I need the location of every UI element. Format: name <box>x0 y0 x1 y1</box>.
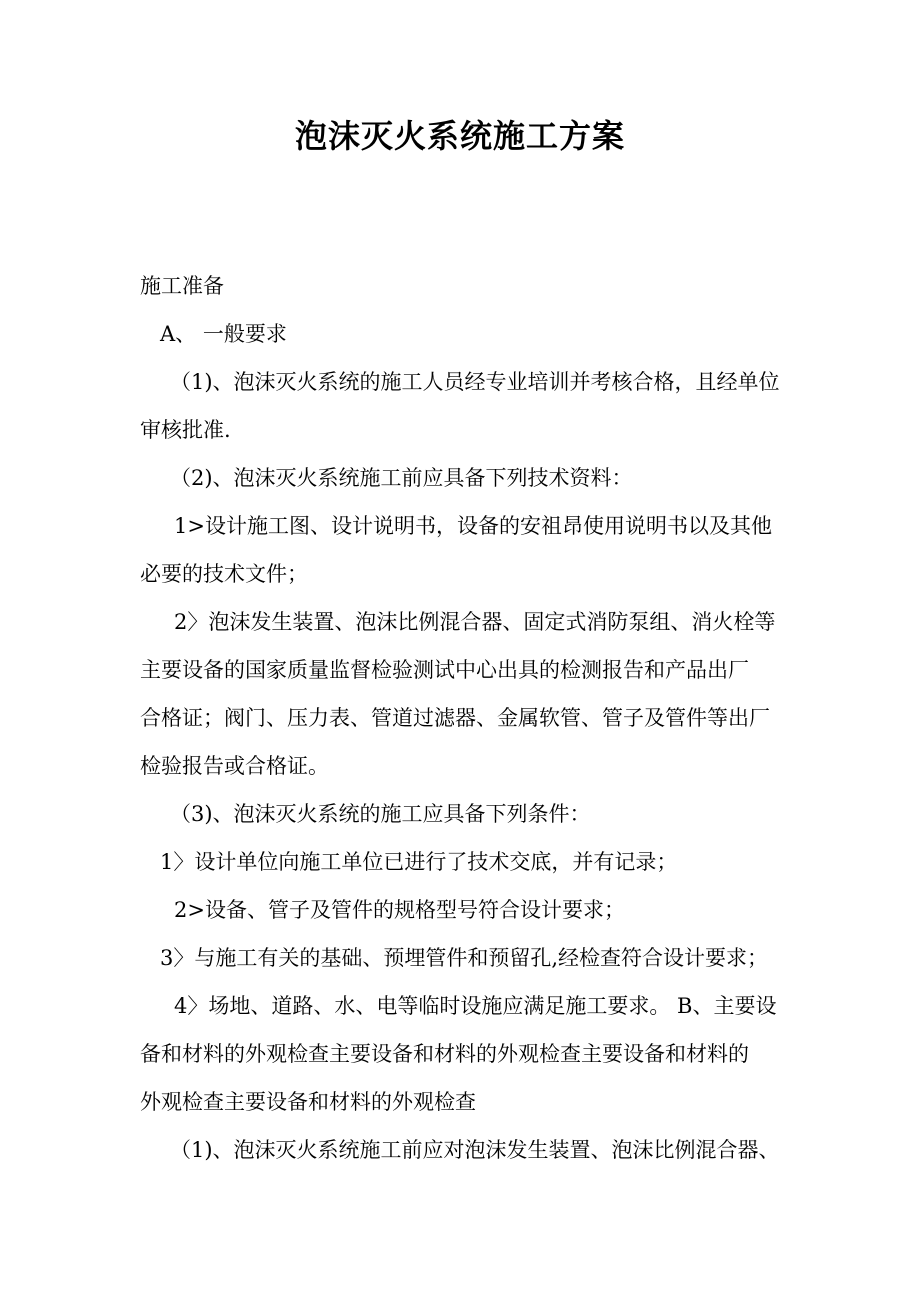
paragraph-line: 2>设备、管子及管件的规格型号符合设计要求； <box>174 898 625 922</box>
paragraph-line: 3〉与施工有关的基础、预埋管件和预留孔,经检查符合设计要求； <box>160 946 769 970</box>
paragraph-line: 主要设备的国家质量监督检验测试中心出具的检测报告和产品出厂 <box>140 658 749 682</box>
paragraph-line: 必要的技术文件； <box>140 562 308 586</box>
paragraph-line: 4〉场地、道路、水、电等临时设施应满足施工要求。 B、主要设 <box>174 994 777 1018</box>
paragraph-line: 2〉泡沫发生装置、泡沫比例混合器、固定式消防泵组、消火栓等 <box>174 610 776 634</box>
document-body <box>140 262 788 1174</box>
paragraph-line: 合格证；阀门、压力表、管道过滤器、金属软管、管子及管件等出厂 <box>140 706 770 730</box>
section-heading: 施工准备 <box>140 274 224 298</box>
paragraph-line: （1)、泡沫灭火系统施工前应对泡沫发生装置、泡沫比例混合器、 <box>170 1138 780 1162</box>
paragraph-line: 1>设计施工图、设计说明书，设备的安祖昂使用说明书以及其他 <box>174 514 772 538</box>
paragraph-line: （2)、泡沫灭火系统施工前应具备下列技术资料： <box>170 466 633 490</box>
paragraph-line: 审核批准. <box>140 418 231 442</box>
paragraph-line: 外观检查主要设备和材料的外观检查 <box>140 1090 476 1114</box>
document-title: 泡沫灭火系统施工方案 <box>294 117 625 155</box>
paragraph-line: 备和材料的外观检查主要设备和材料的外观检查主要设备和材料的 <box>140 1042 749 1066</box>
paragraph-line: （1)、泡沫灭火系统的施工人员经专业培训并考核合格，且经单位 <box>170 370 780 394</box>
subsection-heading: A、 一般要求 <box>160 322 287 346</box>
paragraph-line: （3)、泡沫灭火系统的施工应具备下列条件： <box>170 802 591 826</box>
paragraph-line: 检验报告或合格证。 <box>140 754 329 778</box>
paragraph-line: 1〉设计单位向施工单位已进行了技术交底，并有记录； <box>160 850 678 874</box>
